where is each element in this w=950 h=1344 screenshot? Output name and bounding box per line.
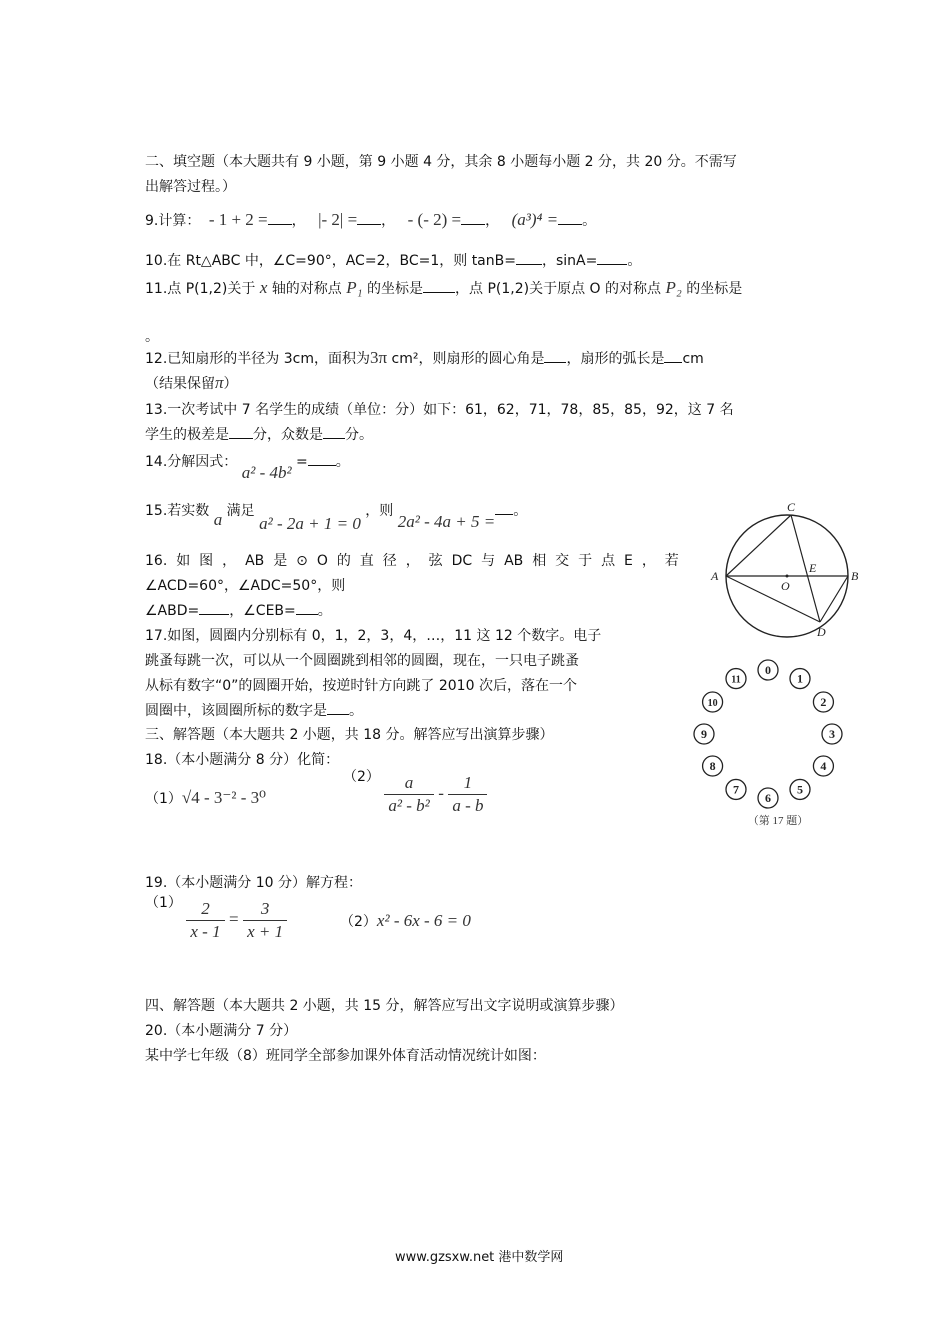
q12-text-d: cm [682,351,704,367]
q16-line1-token: 图 [199,553,214,569]
q19-eq: = [229,909,239,929]
q16-line1-token: ， [222,553,237,569]
question-15 [145,500,528,533]
q12-text-b: cm²，则扇形的圆心角是 [391,351,545,367]
ring-number-8: 8 [709,759,716,773]
q9-end: 。 [582,213,597,229]
question-17-line1: 17.如图，圆圈内分别标有 0，1，2，3，4，…，11 这 12 个数字。电子 [145,628,602,644]
q11-point-p1: P₁ [346,278,363,297]
ring-number-11: 11 [731,674,741,686]
q16-line1-token: 若 [664,553,679,569]
question-9 [145,210,596,231]
ring-number-0: 0 [765,663,771,677]
q19-fraction-2 [243,898,287,943]
question-16-line2: ∠ACD=60°，∠ADC=50°，则 [145,578,346,594]
ring-number-9: 9 [701,727,707,741]
q15-condition: a² - 2a + 1 = 0 [259,514,361,533]
q19-num2: 3 [243,898,287,921]
q14-eq: = [296,454,308,470]
q9-blank-1 [268,212,292,225]
q16-blank-1 [199,602,229,615]
q16-line1-token: 是 [273,553,288,569]
question-11 [145,278,742,299]
q19-den1: x - 1 [190,922,221,941]
question-17-line3: 从标有数字“0”的圆圈开始，按逆时针方向跳了 2010 次后，落在一个 [145,678,577,694]
q16-line1-token: 的 [336,553,351,569]
center-dot [786,575,789,578]
q19-num1: 2 [186,898,224,921]
label-c: C [787,500,796,514]
q16-line1-token: ， [641,553,656,569]
q18-p1-expr: √4 - 3⁻² - 3⁰ [181,788,266,807]
q19-p2-expr: x² - 6x - 6 = 0 [376,911,471,930]
q11-text-d: ，点 P(1,2)关于原点 O 的对称点 [455,281,662,297]
question-17-line2: 跳蚤每跳一次，可以从一个圆圈跳到相邻的圆圈，现在，一只电子跳蚤 [145,653,579,669]
q18-fraction-2 [448,772,487,817]
q16-line1-token: ， [405,553,420,569]
question-10 [145,251,641,271]
figure-17-number-ring [690,652,870,832]
q15-text-b: 满足 [226,503,255,519]
question-14 [145,451,350,482]
q16-line1-token: ⊙ [296,553,308,569]
question-16-line3 [145,601,332,621]
q16-line3-b: ，∠CEB= [229,603,296,619]
question-12-line2 [145,373,238,394]
q17-blank [327,702,349,715]
q19-den2: x + 1 [247,922,284,941]
q12-line2-b: ） [223,376,238,392]
footer-site: www.gzsxw.net 港中数学网 [395,1250,564,1265]
q18-p2-label: （2） [343,768,380,785]
q18-minus: - [438,783,444,803]
question-12 [145,348,704,369]
section2-heading-line1: 二、填空题（本大题共有 9 小题，第 9 小题 4 分，其余 8 小题每小题 2 分，共 20 分。不需写 [145,154,737,170]
q11-end: 。 [145,329,159,345]
question-20-text: 某中学七年级（8）班同学全部参加课外体育活动情况统计如图： [145,1048,546,1064]
q19-part1 [145,894,287,943]
q13-line2-a: 学生的极差是 [145,427,229,443]
label-e: E [809,561,817,575]
q10-blank-1 [516,252,542,265]
q16-line1-token: 点 [601,553,616,569]
q16-line1-token: AB [245,553,265,569]
q16-line1-token: 16. [145,553,168,569]
q13-line2-b: 分，众数是 [253,427,323,443]
q9-sep: ， [381,213,396,229]
q18-den1: a² - b² [388,796,430,815]
q15-end: 。 [513,503,528,519]
label-b: B [851,569,859,583]
q12-area: 3π [369,348,388,367]
q18-num1: a [384,772,433,795]
question-20-label: 20.（本小题满分 7 分） [145,1023,298,1039]
ring-number-4: 4 [820,759,827,773]
question-18-label: 18.（本小题满分 8 分）化简： [145,752,340,768]
label-d: D [817,625,826,639]
q16-line1-token: 弦 [428,553,443,569]
ring-number-5: 5 [797,782,803,797]
q12-blank-1 [544,350,566,363]
q17-line4-b: 。 [349,703,363,719]
q12-line2-a: （结果保留 [145,376,215,392]
q18-den2: a - b [452,796,484,815]
q15-text-c: ，则 [365,503,394,519]
q9-expr-1: - 1 + 2 = [208,210,268,229]
q14-label: 14.分解因式： [145,454,238,470]
q12-text-a: 12.已知扇形的半径为 3cm，面积为 [145,351,370,367]
q10-blank-2 [597,252,627,265]
ring-number-10: 10 [707,698,718,709]
q18-part1 [145,788,266,809]
q16-line1-token: 直 [359,553,374,569]
q9-expr-4: (a³)⁴ = [511,210,559,229]
q12-blank-2 [664,350,682,363]
question-13-line2 [145,425,373,445]
section4-heading: 四、解答题（本大题共 2 小题，共 15 分，解答应写出文字说明或演算步骤） [145,998,624,1014]
label-o: O [781,579,790,593]
q11-text-e: 的坐标是 [686,281,743,297]
ring-number-3: 3 [829,727,835,741]
q16-line1-token: O [316,553,328,569]
q15-blank [495,502,513,515]
q13-line2-c: 分。 [345,427,373,443]
section2-heading-line2: 出解答过程。） [145,179,236,195]
q16-line1-token: 于 [578,553,593,569]
q16-line1-token: 相 [532,553,547,569]
q17-line4-a: 圆圈中，该圆圈所标的数字是 [145,703,327,719]
q16-line1-token: DC [451,553,473,569]
q10-text-c: 。 [627,253,642,269]
q16-line3-c: 。 [317,603,332,619]
q11-text-b: 轴的对称点 [271,281,342,297]
ring-number-6: 6 [765,791,771,805]
figure-16-circle-diagram [705,497,875,642]
question-19-label: 19.（本小题满分 10 分）解方程： [145,875,362,891]
q13-blank-1 [229,426,253,439]
figure-17-caption: （第 17 题） [747,815,809,827]
question-16-line1 [145,551,679,571]
q16-line1-token: 交 [555,553,570,569]
q9-blank-3 [461,212,485,225]
q14-blank [308,453,336,466]
q18-fraction-1 [384,772,433,817]
q9-sep: ， [485,213,500,229]
q16-line1-token: 与 [481,553,496,569]
question-17-line4 [145,701,363,721]
q9-label: 9.计算： [145,213,201,229]
q9-blank-4 [558,212,582,225]
q12-text-c: ，扇形的弧长是 [566,351,665,367]
q15-var-a: a [213,510,223,529]
q19-p1-label: （1） [145,894,182,911]
q16-line1-token: 如 [176,553,191,569]
q16-line3-a: ∠ABD= [145,603,200,619]
q16-blank-2 [296,602,318,615]
q10-text-a: 10.在 Rt△ABC 中，∠C=90°，AC=2，BC=1，则 tanB= [145,253,516,269]
q11-text-c: 的坐标是 [367,281,424,297]
q18-p1-label: （1） [145,791,182,807]
q9-sep: ， [291,213,306,229]
question-13-line1: 13.一次考试中 7 名学生的成绩（单位：分）如下：61，62，71，78，85，85，92，这 7 名 [145,402,734,418]
q9-expr-2: |- 2| = [318,210,358,229]
q16-line1-token: AB [504,553,524,569]
q16-line1-token: E [624,553,633,569]
q19-p2-label: （2） [340,914,377,930]
q19-fraction-1 [186,898,224,943]
q11-var-x: x [259,278,268,297]
q11-blank-1 [423,280,455,293]
q11-point-p2: P₂ [665,278,682,297]
q18-num2: 1 [448,772,487,795]
q19-part2 [340,911,471,932]
q14-end: 。 [335,454,350,470]
chord-ac [726,515,791,576]
q13-blank-2 [323,426,345,439]
q15-expr: 2a² - 4a + 5 = [397,512,496,531]
q12-pi: π [215,373,224,392]
q15-text-a: 15.若实数 [145,503,210,519]
ring-number-7: 7 [733,782,739,797]
q16-line1-token: 径 [382,553,397,569]
ring-number-1: 1 [797,671,803,686]
section3-heading: 三、解答题（本大题共 2 小题，共 18 分。解答应写出演算步骤） [145,727,554,743]
q9-expr-3: - (- 2) = [407,210,462,229]
label-a: A [711,569,719,583]
q18-part2 [343,768,487,817]
q11-text-a: 11.点 P(1,2)关于 [145,281,256,297]
q10-text-b: ，sinA= [541,253,598,269]
q14-expr: a² - 4b² [241,463,292,482]
ring-number-2: 2 [820,695,827,709]
q9-blank-2 [357,212,381,225]
